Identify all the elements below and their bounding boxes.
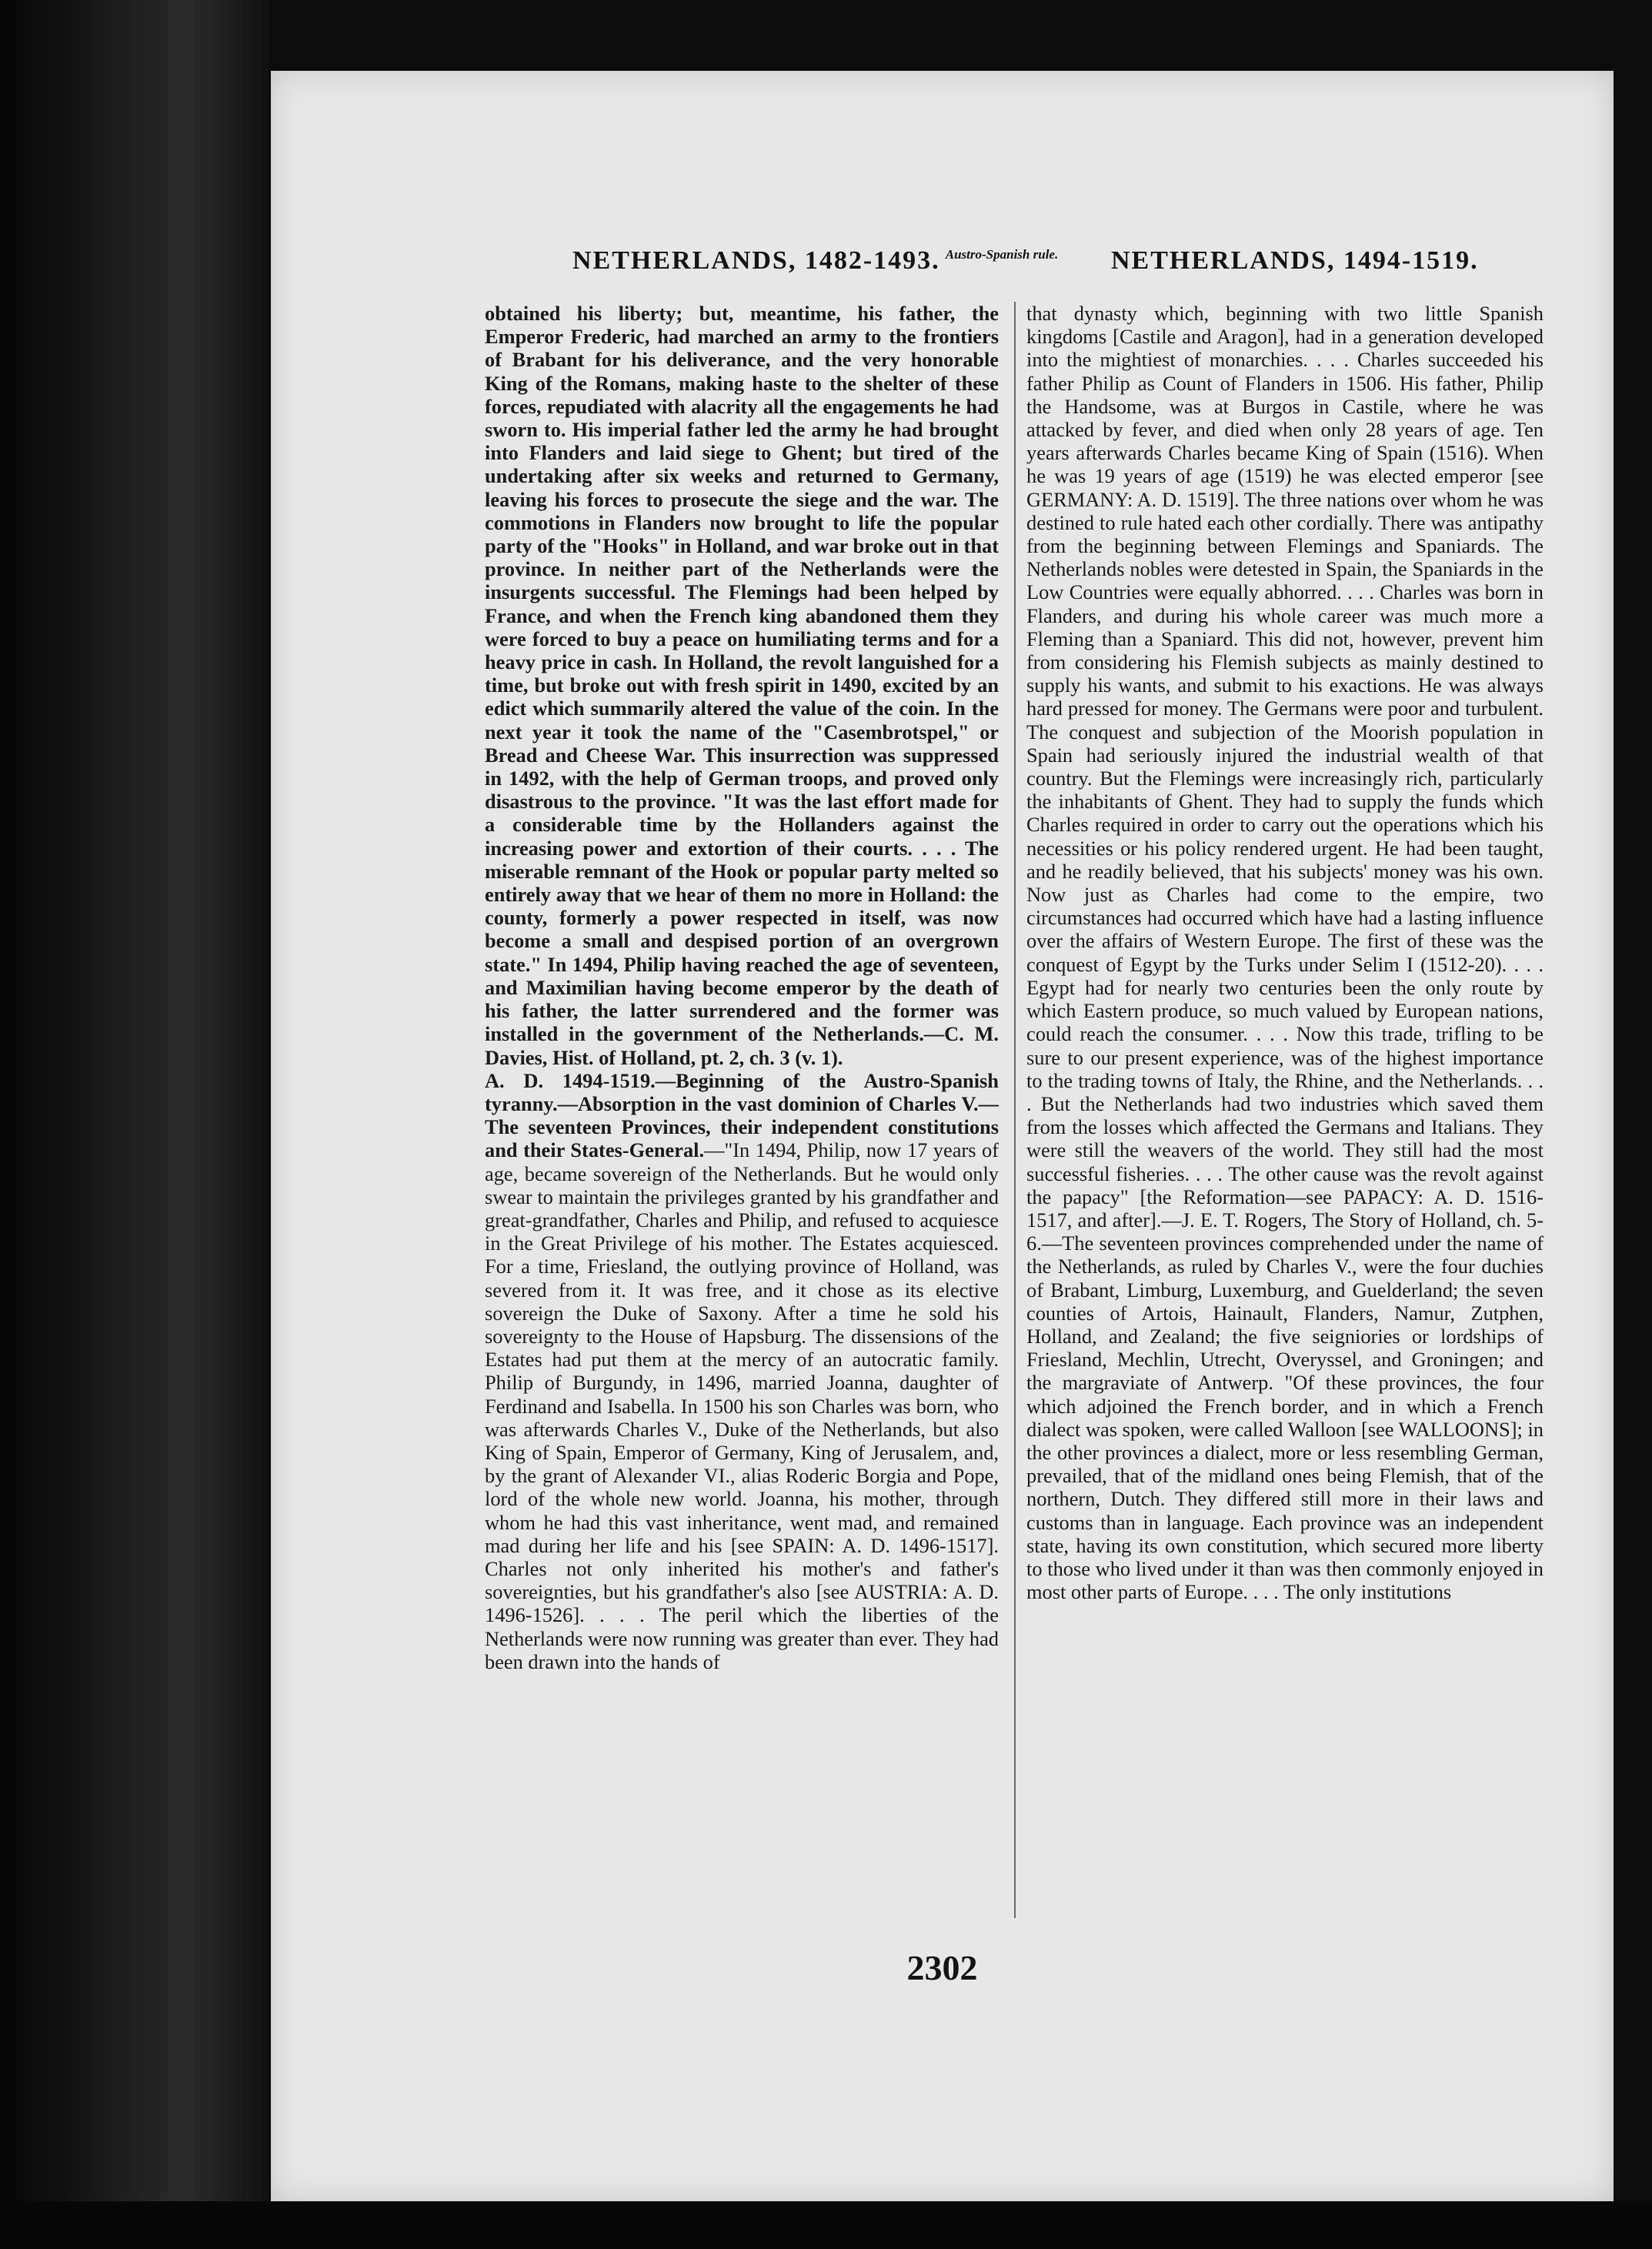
header-right: NETHERLANDS, 1494-1519.	[1111, 246, 1479, 275]
column-divider	[1014, 302, 1016, 1918]
book-page	[271, 71, 1614, 2201]
right-paragraph-1: that dynasty which, beginning with two little Spanish kingdoms [Castile and Aragon], had in a generation developed into the mightiest of monarchies. . . . Charles succeeded his father Philip as Count of Flanders in 1506. His father, Philip the Handsome, was at Burgos in Castile, where he was attacked by fever, and died when only 28 years of age. Ten years afterwards Charles became King of Spain (1516). When he was 19 years of age (1519) he was elected emperor [see GERMANY: A. D. 1519]. The three nations over whom he was destined to rule hated each other cordially. There was antipathy from the beginning between Flemings and Spaniards. The Netherlands nobles were detested in Spain, the Spaniards in the Low Countries were equally abhorred. . . . Charles was born in Flanders, and during his whole career was much more a Fleming than a Spaniard. This did not, however, prevent him from considering his Flemish subjects as mainly destined to supply his wants, and submit to his exactions. He was always hard pressed for money. The Germans were poor and turbulent. The conquest and subjection of the Moorish population in Spain had seriously injured the industrial wealth of that country. But the Flemings were increasingly rich, particularly the inhabitants of Ghent. They had to supply the funds which Charles required in order to carry out the operations which his necessities or his policy rendered urgent. He had been taught, and he readily believed, that his subjects' money was his own. Now just as Charles had come to the empire, two circumstances had occurred which have had a lasting influence over the affairs of Western Europe. The first of these was the conquest of Egypt by the Turks under Selim I (1512-20). . . . Egypt had for nearly two centuries been the only route by which Eastern produce, so much valued by European nations, could reach the consumer. . . . Now this trade, trifling to be sure to our present experience, was of the highest importance to the trading towns of Italy, the Rhine, and the Netherlands. . . . But the Netherlands had two industries which saved them from the losses which affected the Germans and Italians. They were still the weavers of the world. They still had the most successful fisheries. . . . The other cause was the revolt against the papacy" [the Reformation—see PAPACY: A. D. 1516-1517, and after].—J. E. T. Rogers, The Story of Holland, ch. 5-6.—The seventeen provinces comprehended under the name of the Netherlands, as ruled by Charles V., were the four duchies of Brabant, Limburg, Luxemburg, and Guelderland; the seven counties of Artois, Hainault, Flanders, Namur, Zutphen, Holland, and Zealand; the five seigniories or lordships of Friesland, Mechlin, Utrecht, Overyssel, and Groningen; and the margraviate of Antwerp. "Of these provinces, the four which adjoined the French border, and in which a French dialect was spoken, were called Walloon [see WALLOONS]; in the other provinces a dialect, more or less resembling German, prevailed, that of the midland ones being Flemish, that of the northern, Dutch. They differed still more in their laws and customs than in language. Each province was an independent state, having its own constitution, which secured more liberty to those who lived under it than was then commonly enjoyed in most other parts of Europe. . . . The only institutions	[1026, 302, 1544, 1604]
section-body: —"In 1494, Philip, now 17 years of age, became sovereign of the Netherlands. But he would only swear to maintain the privileges granted by his grandfather and great-grandfather, Charles and Philip, and refused to acquiesce in the Great Privilege of his mother. The Estates acquiesced. For a time, Friesland, the outlying province of Holland, was severed from it. It was free, and it chose as its elective sovereign the Duke of Saxony. After a time he sold his sovereignty to the House of Hapsburg. The dissensions of the Estates had put them at the mercy of an autocratic family. Philip of Burgundy, in 1496, married Joanna, daughter of Ferdinand and Isabella. In 1500 his son Charles was born, who was afterwards Charles V., Duke of the Netherlands, but also King of Spain, Emperor of Germany, King of Jerusalem, and, by the grant of Alexander VI., alias Roderic Borgia and Pope, lord of the whole new world. Joanna, his mother, through whom he had this vast inheritance, went mad, and remained mad during her life and his [see SPAIN: A. D. 1496-1517]. Charles not only inherited his mother's and father's sovereignties, but his grandfather's also [see AUSTRIA: A. D. 1496-1526]. . . . The peril which the liberties of the Netherlands were now running was greater than ever. They had been drawn into the hands of	[485, 1138, 999, 1673]
left-paragraph-2	[485, 1069, 999, 1673]
microfilm-left-border	[0, 0, 269, 2249]
header-left: NETHERLANDS, 1482-1493.	[572, 246, 940, 275]
left-column	[485, 302, 999, 1926]
page-number: 2302	[906, 1948, 978, 1987]
section-heading: A. D. 1494-1519.—Beginning of the Austro-Spanish tyranny.—Absorption in the vast dominion of Charles V.—The seventeen Provinces, their independent constitutions and their States-General.	[485, 1068, 999, 1162]
running-header	[271, 246, 1614, 292]
left-paragraph-1: obtained his liberty; but, meantime, his father, the Emperor Frederic, had marched an army to the frontiers of Brabant for his deliverance, and the very honorable King of the Romans, making haste to the shelter of these forces, repudiated with alacrity all the engagements he had sworn to. His imperial father led the army he had brought into Flanders and laid siege to Ghent; but tired of the undertaking after six weeks and returned to Germany, leaving his forces to prosecute the siege and the war. The commotions in Flanders now brought to life the popular party of the "Hooks" in Holland, and war broke out in that province. In neither part of the Netherlands were the insurgents successful. The Flemings had been helped by France, and when the French king abandoned them they were forced to buy a peace on humiliating terms and for a heavy price in cash. In Holland, the revolt languished for a time, but broke out with fresh spirit in 1490, excited by an edict which summarily altered the value of the coin. In the next year it took the name of the "Casembrotspel," or Bread and Cheese War. This insurrection was suppressed in 1492, with the help of German troops, and proved only disastrous to the province. "It was the last effort made for a considerable time by the Hollanders against the increasing power and extortion of their courts. . . . The miserable remnant of the Hook or popular party melted so entirely away that we hear of them no more in Holland: the county, formerly a power respected in itself, was now become a small and despised portion of an overgrown state." In 1494, Philip having reached the age of seventeen, and Maximilian having become emperor by the death of his father, the latter surrendered and the former was installed in the government of the Netherlands.—C. M. Davies, Hist. of Holland, pt. 2, ch. 3 (v. 1).	[485, 302, 999, 1069]
microfilm-bottom-border	[0, 2201, 1652, 2249]
header-middle: Austro-Spanish rule.	[945, 247, 1059, 262]
right-column	[1026, 302, 1544, 1926]
